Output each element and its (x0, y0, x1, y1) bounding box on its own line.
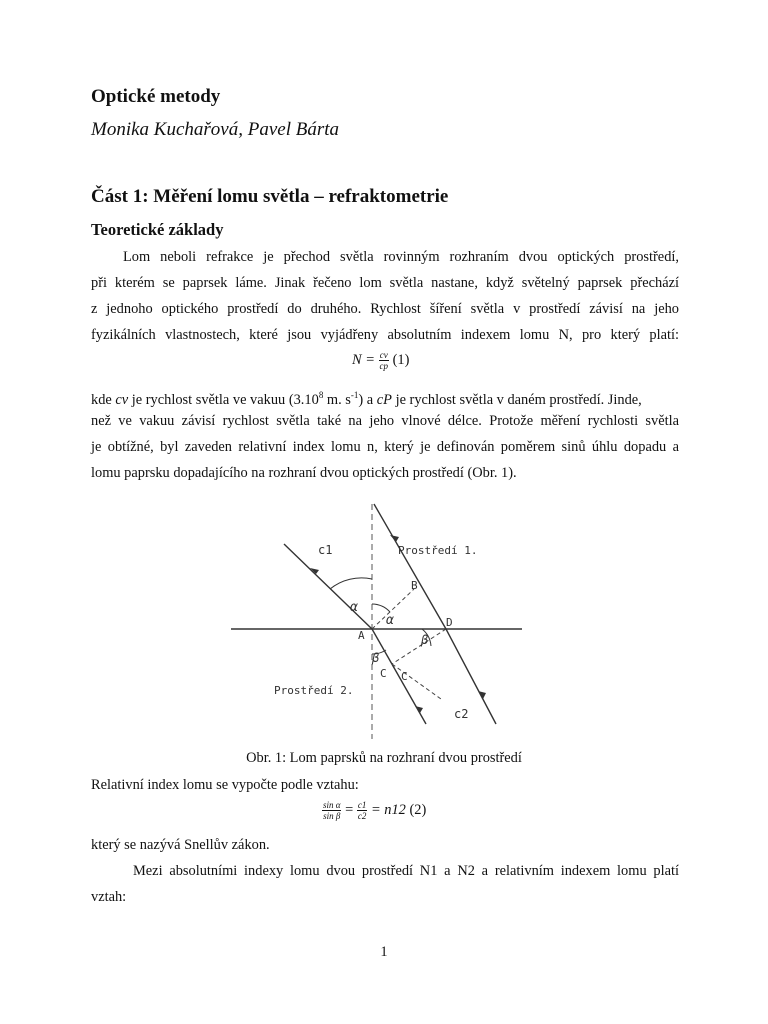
eq1-lhs: N = (352, 351, 375, 368)
paragraph-line: Mezi absolutními indexy lomu dvou prostředí N1 a N2 a relativním indexem lomu platí (133, 863, 679, 879)
label-beta: β (421, 633, 429, 647)
paragraph-line: Relativní index lomu se vypočte podle vztahu: (91, 777, 359, 793)
paragraph-line: z jednoho optického prostředí do druhého. Rychlost šíření světla v prostředí závisí na jeho (91, 301, 679, 317)
subsection-title: Teoretické základy (91, 220, 224, 239)
label-point-c: C (380, 667, 387, 680)
paragraph-line: který se nazývá Snellův zákon. (91, 837, 270, 853)
label-point-d: D (446, 616, 453, 629)
authors: Monika Kuchařová, Pavel Bárta (91, 119, 340, 140)
eq1-label: (1) (392, 351, 410, 368)
label-medium-2: Prostředí 2. (274, 684, 354, 697)
label-alpha: α (350, 600, 358, 615)
paragraph-line: Lom neboli refrakce je přechod světla rovinným rozhraním dvou optických prostředí, (123, 249, 679, 265)
paragraph-line: je obtížné, byl zaveden relativní index lomu n, který je definován poměrem sinů úhlu dopadu a (91, 439, 679, 455)
label-c2: c2 (454, 707, 469, 721)
paragraph-line: při kterém se paprsek láme. Jinak řečeno lom světla nastane, když světelný paprsek přechází (91, 275, 679, 291)
paragraph-line: než ve vakuu závisí rychlost světla také na jeho vlnové délce. Protože měření rychlosti světla (91, 413, 679, 429)
eq2-fraction-sin: $\frac{\text{sin α}}{\text{sin β}}$ (323, 800, 341, 821)
label-point-c-prime: C (401, 670, 408, 683)
eq2-label: (2) (409, 801, 427, 818)
eq2-rhs: = n12 (370, 801, 406, 818)
paragraph-line: fyzikálních vlastnostech, které jsou vyjádřeny absolutním indexem lomu N, pro který platí: (91, 327, 679, 343)
ray-c1-right (374, 504, 446, 629)
wavefront-dc (392, 629, 446, 664)
paragraph-line: vztah: (91, 889, 127, 905)
equation-1 (352, 350, 409, 371)
construction-line (392, 664, 441, 699)
paragraph-line: kde cv je rychlost světla ve vakuu (3.10$^8$ m. $s^{-1}$) a cP je rychlost světla v daném prostředí. Jinde, (91, 390, 642, 408)
paragraph-line: lomu paprsku dopadajícího na rozhraní dvou optických prostředí (Obr. 1). (91, 465, 517, 481)
document-title: Optické metody (91, 86, 221, 107)
label-point-b: B (411, 579, 418, 592)
label-medium-1: Prostředí 1. (398, 544, 478, 557)
label-beta-2: β (372, 651, 380, 665)
label-point-a: A (358, 629, 365, 642)
eq1-fraction: $\frac{cv}{cp}$ (379, 350, 389, 371)
refraction-diagram (226, 494, 526, 744)
equation-2: $\frac{\text{sin α}}{\text{sin β}}$ = $\frac{c1}{c2}$ = n12 (2) (323, 800, 427, 821)
label-alpha-2: α (386, 613, 394, 628)
eq2-fraction-c: $\frac{c1}{c2}$ (357, 800, 367, 821)
part-title: Část 1: Měření lomu světla – refraktometrie (91, 186, 449, 207)
label-c1: c1 (318, 543, 333, 557)
figure-caption: Obr. 1: Lom paprsků na rozhraní dvou prostředí (246, 750, 522, 766)
page-number: 1 (380, 944, 388, 960)
angle-arc-alpha (330, 578, 372, 589)
angle-arc-alpha-2 (372, 604, 390, 612)
